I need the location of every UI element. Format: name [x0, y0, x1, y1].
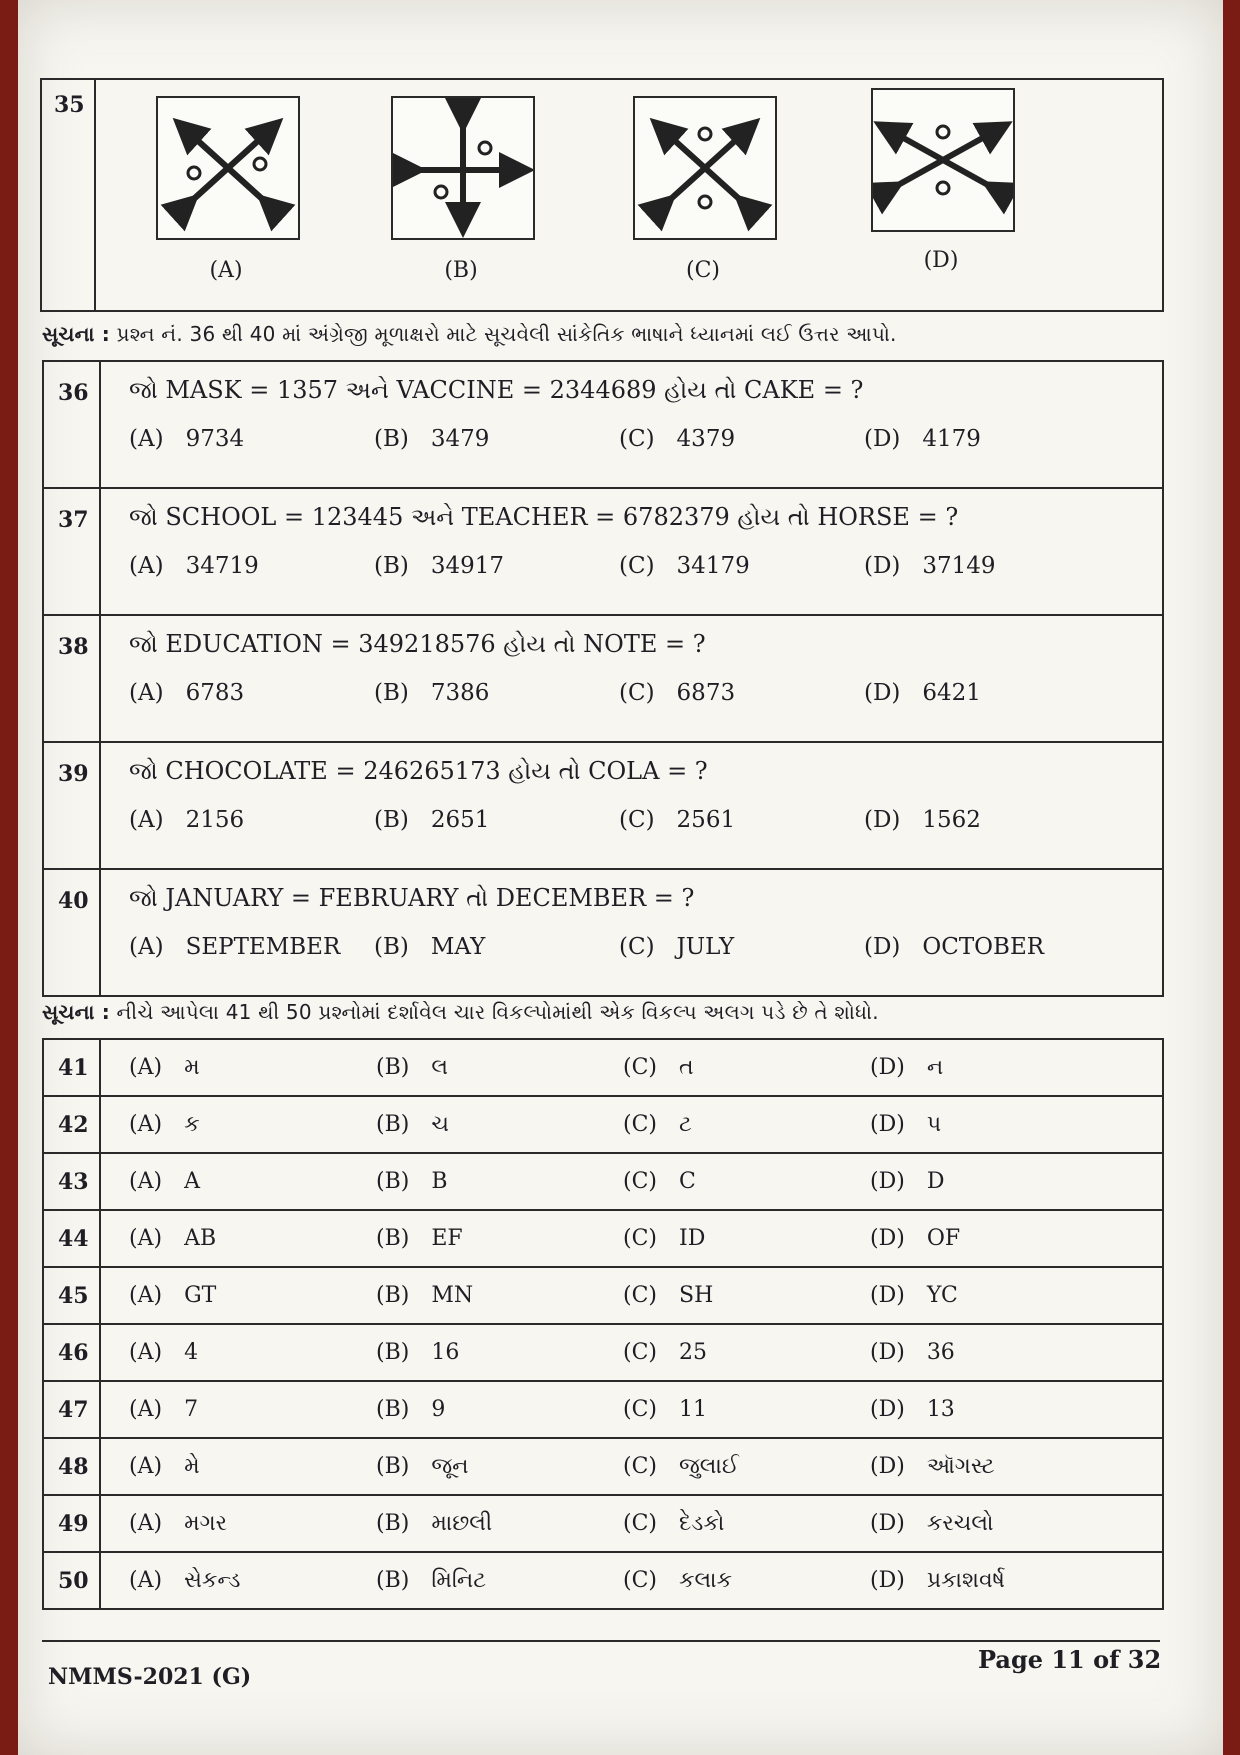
question-row: [44, 616, 1162, 743]
question-text: જો EDUCATION = 349218576 હોય તો NOTE = ?: [129, 630, 706, 658]
option-c[interactable]: (C) કલાક: [623, 1568, 733, 1593]
question-number: 45: [44, 1268, 101, 1323]
question-row: [44, 489, 1162, 616]
option-d[interactable]: (D) 6421: [864, 680, 981, 706]
question-number: 38: [44, 616, 101, 741]
option-a[interactable]: (A) SEPTEMBER: [129, 934, 341, 960]
option-c[interactable]: (C) 4379: [619, 426, 736, 452]
option-d[interactable]: (D) ઑગસ્ટ: [870, 1454, 995, 1479]
question-number: 44: [44, 1211, 101, 1266]
figure-label-c: (C): [686, 258, 720, 283]
question-row: [44, 743, 1162, 870]
option-c[interactable]: (C) 2561: [619, 807, 736, 833]
questions-41-50: [42, 1038, 1164, 1610]
option-c[interactable]: (C) C: [623, 1169, 696, 1194]
question-number: 36: [44, 362, 101, 487]
option-c[interactable]: (C) ટ: [623, 1112, 692, 1137]
page-number: Page 11 of 32: [978, 1645, 1162, 1674]
option-c[interactable]: (C) જુલાઈ: [623, 1454, 739, 1479]
question-row: [44, 1268, 1162, 1325]
footer-divider: [42, 1640, 1160, 1642]
option-b[interactable]: (B) 9: [376, 1397, 446, 1422]
question-row: [44, 1439, 1162, 1496]
option-a[interactable]: (A) 4: [129, 1340, 199, 1365]
option-b[interactable]: (B) લ: [376, 1055, 448, 1080]
option-b[interactable]: (B) MN: [376, 1283, 474, 1308]
option-c[interactable]: (C) 34179: [619, 553, 750, 579]
crossed-arrows-circles-top-bottom-icon: [633, 96, 777, 240]
option-b[interactable]: (B) 7386: [374, 680, 490, 706]
option-a[interactable]: (A) મગર: [129, 1511, 228, 1536]
question-text: જો CHOCOLATE = 246265173 હોય તો COLA = ?: [129, 757, 708, 785]
question-number: 41: [44, 1040, 101, 1095]
option-b[interactable]: (B) 34917: [374, 553, 505, 579]
figure-label-a: (A): [209, 258, 243, 283]
question-number: 42: [44, 1097, 101, 1152]
option-a[interactable]: (A) મ: [129, 1055, 200, 1080]
question-row: [44, 362, 1162, 489]
question-row: [44, 1553, 1162, 1608]
option-b[interactable]: (B) માછલી: [376, 1511, 493, 1536]
option-d[interactable]: (D) D: [870, 1169, 945, 1194]
question-number: 40: [44, 870, 101, 995]
question-text: જો MASK = 1357 અને VACCINE = 2344689 હોય તો CAKE = ?: [129, 376, 864, 404]
figure-label-b: (B): [444, 258, 478, 283]
option-d[interactable]: (D) પ: [870, 1112, 942, 1137]
question-row: [44, 1382, 1162, 1439]
option-d[interactable]: (D) OCTOBER: [864, 934, 1045, 960]
option-d[interactable]: (D) કરચલો: [870, 1511, 994, 1536]
question-number: 50: [44, 1553, 101, 1608]
option-a[interactable]: (A) A: [129, 1169, 200, 1194]
option-d[interactable]: (D) 36: [870, 1340, 955, 1365]
question-number: 46: [44, 1325, 101, 1380]
option-d[interactable]: (D) 4179: [864, 426, 981, 452]
four-way-arrows-two-circles-icon: [391, 96, 535, 240]
option-b[interactable]: (B) 16: [376, 1340, 460, 1365]
option-b[interactable]: (B) ચ: [376, 1112, 449, 1137]
option-a[interactable]: (A) સેકન્ડ: [129, 1568, 241, 1593]
option-b[interactable]: (B) જૂન: [376, 1454, 469, 1479]
option-d[interactable]: (D) 1562: [864, 807, 981, 833]
option-d[interactable]: (D) YC: [870, 1283, 958, 1308]
option-a[interactable]: (A) 7: [129, 1397, 199, 1422]
exam-page: [18, 0, 1223, 1755]
option-c[interactable]: (C) 25: [623, 1340, 707, 1365]
option-d[interactable]: (D) પ્રકાશવર્ષ: [870, 1568, 1005, 1593]
option-d[interactable]: (D) OF: [870, 1226, 961, 1251]
question-text: જો JANUARY = FEBRUARY તો DECEMBER = ?: [129, 884, 695, 912]
instruction-36-40: [42, 322, 897, 346]
question-number: 48: [44, 1439, 101, 1494]
question-number: 49: [44, 1496, 101, 1551]
option-b[interactable]: (B) MAY: [374, 934, 486, 960]
option-c[interactable]: (C) 6873: [619, 680, 736, 706]
option-b[interactable]: (B) 3479: [374, 426, 490, 452]
option-c[interactable]: (C) SH: [623, 1283, 714, 1308]
option-d[interactable]: (D) ન: [870, 1055, 944, 1080]
question-number: 37: [44, 489, 101, 614]
option-b[interactable]: (B) EF: [376, 1226, 463, 1251]
instruction-prefix: સૂચના :: [42, 1000, 110, 1024]
instruction-41-50: [42, 1000, 879, 1024]
option-a[interactable]: (A) GT: [129, 1283, 217, 1308]
option-d[interactable]: (D) 13: [870, 1397, 955, 1422]
question-number: 35: [42, 80, 96, 310]
instruction-text: નીચે આપેલા 41 થી 50 પ્રશ્નોમાં દર્શાવેલ ચાર વિકલ્પોમાંથી એક વિકલ્પ અલગ પડે છે તે શોધો.: [116, 1000, 879, 1024]
option-b[interactable]: (B) 2651: [374, 807, 490, 833]
question-row: [44, 1496, 1162, 1553]
option-c[interactable]: (C) ID: [623, 1226, 706, 1251]
question-row: [44, 1211, 1162, 1268]
option-c[interactable]: (C) JULY: [619, 934, 735, 960]
option-a[interactable]: (A) 34719: [129, 553, 259, 579]
question-row: [44, 1325, 1162, 1382]
option-d[interactable]: (D) 37149: [864, 553, 996, 579]
figure-label-d: (D): [923, 248, 959, 273]
question-text: જો SCHOOL = 123445 અને TEACHER = 6782379 હોય તો HORSE = ?: [129, 503, 959, 531]
option-b[interactable]: (B) B: [376, 1169, 448, 1194]
option-a[interactable]: (A) 2156: [129, 807, 245, 833]
instruction-text: પ્રશ્ન નં. 36 થી 40 માં અંગ્રેજી મૂળાક્ષરો માટે સૂચવેલી સાંકેતિક ભાષાને ધ્યાનમાં લઈ ઉત્તર આપો.: [116, 322, 897, 346]
wide-crossed-arrows-circles-icon: [871, 88, 1015, 232]
question-row: [44, 870, 1162, 995]
question-number: 47: [44, 1382, 101, 1437]
option-c[interactable]: (C) ત: [623, 1055, 694, 1080]
question-35-block: [40, 78, 1164, 312]
figure-options: [96, 80, 1162, 310]
crossed-arrows-two-circles-icon: [156, 96, 300, 240]
option-b[interactable]: (B) મિનિટ: [376, 1568, 487, 1593]
question-row: [44, 1154, 1162, 1211]
questions-36-40: [42, 360, 1164, 997]
question-number: 39: [44, 743, 101, 868]
option-a[interactable]: (A) ક: [129, 1112, 200, 1137]
question-number: 43: [44, 1154, 101, 1209]
option-c[interactable]: (C) દેડકો: [623, 1511, 725, 1536]
option-a[interactable]: (A) મે: [129, 1454, 200, 1479]
paper-code: NMMS-2021 (G): [48, 1664, 252, 1690]
option-a[interactable]: (A) AB: [129, 1226, 217, 1251]
option-a[interactable]: (A) 9734: [129, 426, 245, 452]
option-c[interactable]: (C) 11: [623, 1397, 707, 1422]
instruction-prefix: સૂચના :: [42, 322, 110, 346]
question-row: [44, 1097, 1162, 1154]
option-a[interactable]: (A) 6783: [129, 680, 245, 706]
question-row: [44, 1040, 1162, 1097]
